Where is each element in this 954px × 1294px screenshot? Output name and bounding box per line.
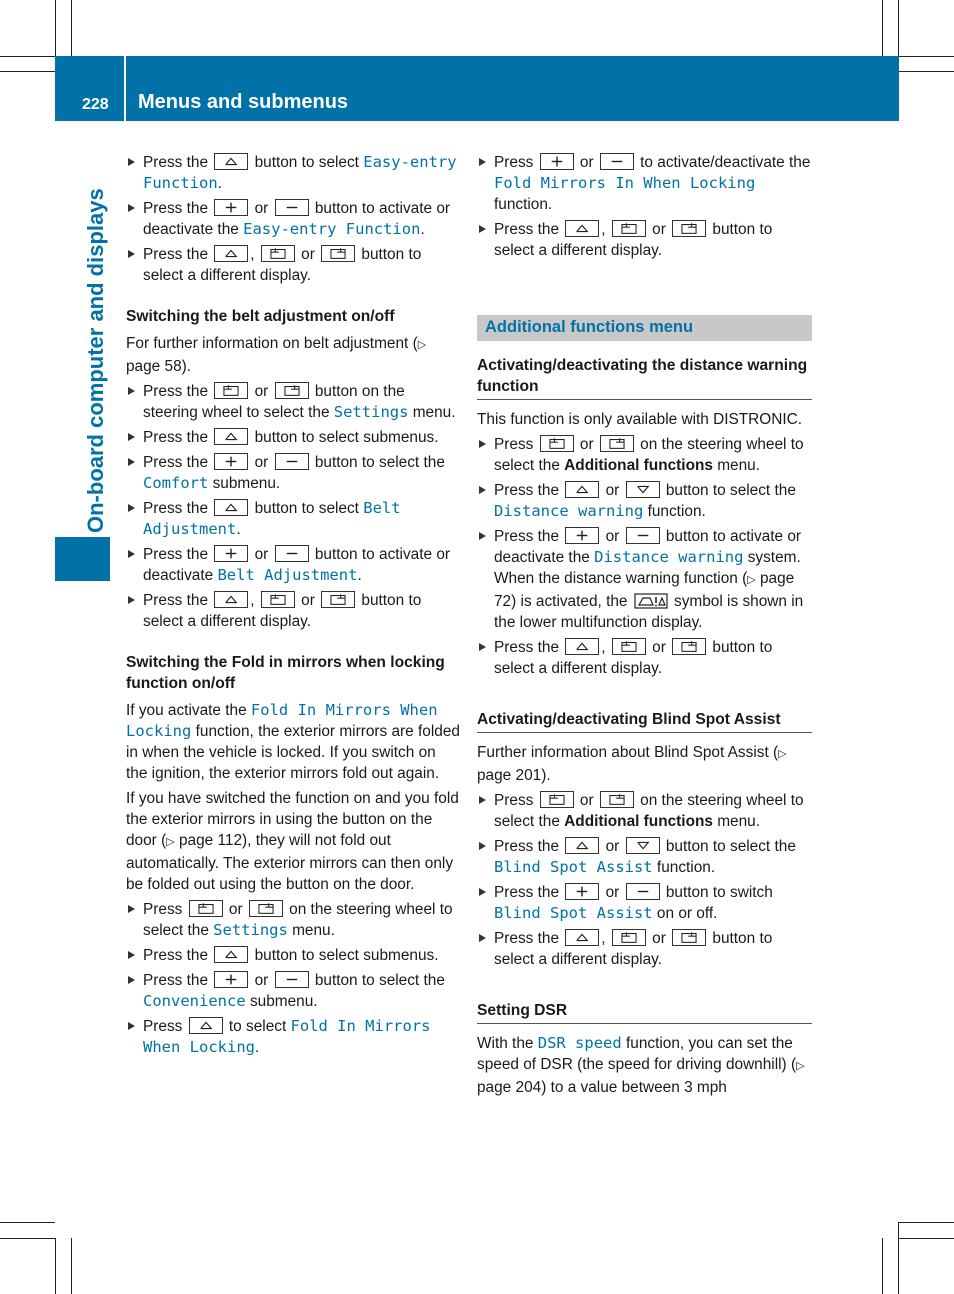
page-back-icon <box>189 900 223 917</box>
menu-name: Belt Adjustment <box>143 499 401 538</box>
page-forward-icon <box>249 900 283 917</box>
side-tab-marker <box>55 537 110 581</box>
crop-mark <box>55 1238 56 1294</box>
up-arrow-icon <box>214 591 248 608</box>
list-item: Press the or button to switch Blind Spot Assist on or off. <box>477 882 812 924</box>
menu-name: Easy-entry Function <box>243 220 421 238</box>
list-item: Press the button to select submenus. <box>126 427 461 448</box>
minus-icon <box>626 883 660 900</box>
page-ref-icon: ▷ <box>747 574 756 586</box>
menu-name: Fold In Mirrors When Locking <box>143 1017 431 1056</box>
up-arrow-icon <box>565 837 599 854</box>
list-item: Press the or button to select the Distance warning function. <box>477 480 812 522</box>
plus-icon <box>214 453 248 470</box>
page-forward-icon <box>275 382 309 399</box>
paragraph: Further information about Blind Spot Assist (▷ page 201). <box>477 744 787 784</box>
menu-name: Belt Adjustment <box>217 566 358 584</box>
list-item: Press or on the steering wheel to select the Additional functions menu. <box>477 434 812 476</box>
up-arrow-icon <box>214 428 248 445</box>
up-arrow-icon <box>565 929 599 946</box>
plus-icon <box>565 883 599 900</box>
up-arrow-icon <box>565 220 599 237</box>
down-arrow-icon <box>626 481 660 498</box>
left-column <box>126 152 461 1062</box>
paragraph: For further information on belt adjustment (▷ page 58). <box>126 335 427 375</box>
list-item: Press to select Fold In Mirrors When Locking. <box>126 1016 461 1058</box>
distance-warning-icon <box>634 592 668 610</box>
menu-name: DSR speed <box>537 1034 622 1052</box>
menu-name: Distance warning <box>594 548 744 566</box>
side-tab-label: On-board computer and displays <box>83 188 108 533</box>
menu-bold: Additional functions <box>564 813 713 830</box>
plus-icon <box>540 153 574 170</box>
list-item: Press the or button to select the Convenience submenu. <box>126 970 461 1012</box>
crop-mark <box>899 1222 954 1223</box>
section-bar: Additional functions menu <box>477 315 812 341</box>
up-arrow-icon <box>565 638 599 655</box>
list-item: Press the or button to activate or deactivate Belt Adjustment. <box>126 544 461 586</box>
page-forward-icon <box>321 245 355 262</box>
list-item: Press the or button to select the Blind Spot Assist function. <box>477 836 812 878</box>
page-back-icon <box>612 638 646 655</box>
crop-mark <box>899 1238 954 1239</box>
right-column <box>477 152 812 1102</box>
plus-icon <box>214 971 248 988</box>
page-ref-icon: ▷ <box>417 339 427 351</box>
list-item: Press the , or button to select a different display. <box>477 928 812 970</box>
page-forward-icon <box>672 929 706 946</box>
plus-icon <box>214 199 248 216</box>
page-back-icon <box>261 245 295 262</box>
section-heading: Switching the Fold in mirrors when locking function on/off <box>126 654 445 692</box>
plus-icon <box>214 545 248 562</box>
list-item: Press the button to select submenus. <box>126 945 461 966</box>
crop-mark <box>898 1222 899 1294</box>
crop-mark <box>71 0 72 56</box>
list-item: Press the or button to activate or deactivate the Distance warning system. When the distance warning function (▷ page 72) is activated, the symbol is shown in the lower multifunction display. <box>477 526 812 633</box>
minus-icon <box>600 153 634 170</box>
list-item: Press the , or button to select a different display. <box>477 219 812 261</box>
list-item: Press the or button on the steering wheel to select the Settings menu. <box>126 381 461 423</box>
side-tab <box>55 121 110 581</box>
list-item: Press the or button to activate or deactivate the Easy-entry Function. <box>126 198 461 240</box>
plus-icon <box>565 527 599 544</box>
minus-icon <box>275 545 309 562</box>
menu-name: Blind Spot Assist <box>494 904 653 922</box>
paragraph: If you have switched the function on and you fold the exterior mirrors in using the button on the door (▷ page 112), they will not fold out automatically. The exterior mirrors can then only be folded out using the button on the door. <box>126 790 459 893</box>
page-back-icon <box>540 791 574 808</box>
crop-mark <box>899 71 954 72</box>
up-arrow-icon <box>214 153 248 170</box>
crop-mark <box>0 1238 55 1239</box>
paragraph: This function is only available with DISTRONIC. <box>477 411 803 428</box>
page-back-icon <box>612 929 646 946</box>
page-forward-icon <box>600 791 634 808</box>
crop-mark <box>55 0 56 56</box>
minus-icon <box>275 453 309 470</box>
page-back-icon <box>612 220 646 237</box>
menu-name: Fold Mirrors In When Locking <box>494 174 756 192</box>
page-forward-icon <box>600 435 634 452</box>
up-arrow-icon <box>565 481 599 498</box>
menu-name: Easy-entry Function <box>143 153 457 192</box>
crop-mark <box>71 1238 72 1294</box>
paragraph: With the DSR speed function, you can set the speed of DSR (the speed for driving downhill) (▷ page 204) to a value between 3 mph <box>477 1034 805 1096</box>
section-heading: Activating/deactivating Blind Spot Assist <box>477 709 812 733</box>
list-item: Press or on the steering wheel to select the Settings menu. <box>126 899 461 941</box>
crop-mark <box>0 56 55 57</box>
up-arrow-icon <box>189 1017 223 1034</box>
list-item: Press the , or button to select a different display. <box>126 590 461 632</box>
section-heading: Setting DSR <box>477 1000 812 1024</box>
page-title: Menus and submenus <box>138 91 349 113</box>
menu-name: Settings <box>333 403 409 421</box>
list-item: Press or to activate/deactivate the Fold Mirrors In When Locking function. <box>477 152 812 215</box>
menu-name: Comfort <box>143 474 209 492</box>
page-ref-icon: ▷ <box>778 748 787 760</box>
list-item: Press the button to select Easy-entry Function. <box>126 152 461 194</box>
up-arrow-icon <box>214 946 248 963</box>
list-item: Press the , or button to select a different display. <box>477 637 812 679</box>
page-forward-icon <box>672 638 706 655</box>
list-item: Press the or button to select the Comfort submenu. <box>126 452 461 494</box>
up-arrow-icon <box>214 499 248 516</box>
crop-mark <box>0 71 55 72</box>
page-forward-icon <box>321 591 355 608</box>
header-divider <box>124 56 126 121</box>
page-number: 228 <box>82 96 109 113</box>
menu-name: Distance warning <box>494 502 644 520</box>
list-item: Press or on the steering wheel to select the Additional functions menu. <box>477 790 812 832</box>
menu-name: Settings <box>213 921 288 939</box>
section-heading: Activating/deactivating the distance warning function <box>477 355 812 400</box>
menu-name: Blind Spot Assist <box>494 858 653 876</box>
page-ref-icon: ▷ <box>166 836 175 848</box>
list-item: Press the button to select Belt Adjustment. <box>126 498 461 540</box>
crop-mark <box>899 56 954 57</box>
crop-mark <box>882 0 883 56</box>
section-heading: Switching the belt adjustment on/off <box>126 308 395 325</box>
page-back-icon <box>540 435 574 452</box>
menu-name: Convenience <box>143 992 246 1010</box>
list-item: Press the , or button to select a different display. <box>126 244 461 286</box>
menu-name: Fold In Mirrors When Locking <box>126 701 438 740</box>
minus-icon <box>275 199 309 216</box>
page-ref-icon: ▷ <box>796 1060 805 1072</box>
crop-mark <box>898 0 899 56</box>
page-back-icon <box>214 382 248 399</box>
minus-icon <box>626 527 660 544</box>
crop-mark <box>882 1238 883 1294</box>
minus-icon <box>275 971 309 988</box>
down-arrow-icon <box>626 837 660 854</box>
menu-bold: Additional functions <box>564 457 713 474</box>
page-back-icon <box>261 591 295 608</box>
paragraph: If you activate the Fold In Mirrors When Locking function, the exterior mirrors are folded in when the vehicle is locked. If you switch on the ignition, the exterior mirrors fold out again. <box>126 701 460 782</box>
crop-mark <box>0 1222 55 1223</box>
up-arrow-icon <box>214 245 248 262</box>
page-forward-icon <box>672 220 706 237</box>
